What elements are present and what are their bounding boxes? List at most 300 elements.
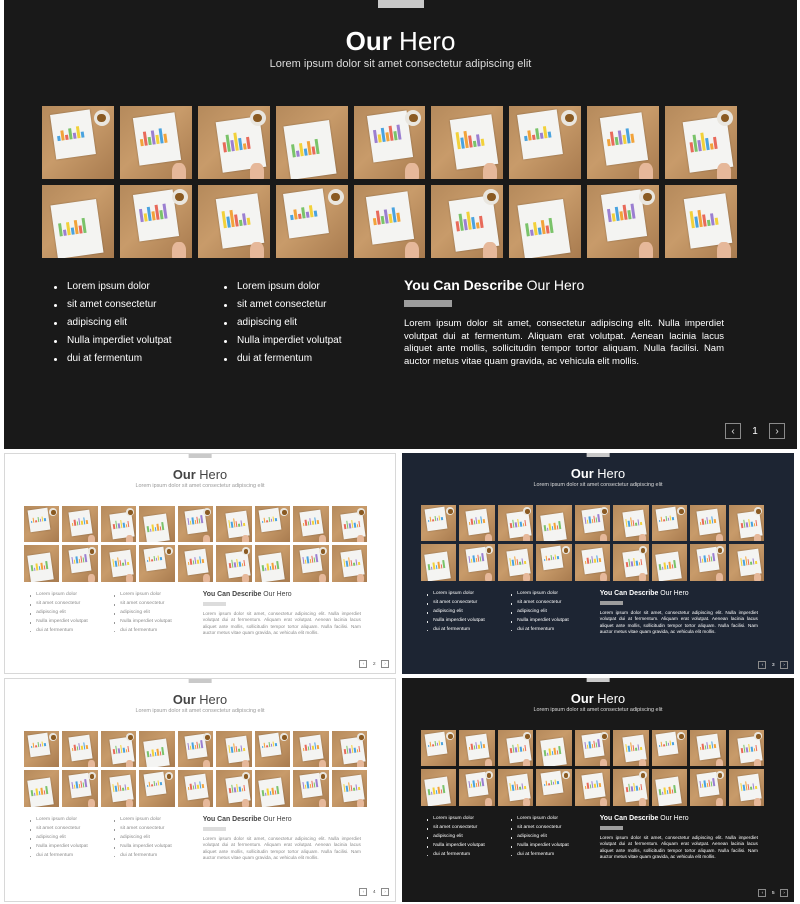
bullet-item: Nulla imperdiet volutpat xyxy=(427,843,485,852)
bar-mark xyxy=(524,785,526,788)
chart-on-paper xyxy=(625,781,643,792)
chart-on-paper xyxy=(427,513,444,523)
description-accent-bar xyxy=(600,826,624,829)
chart-on-paper xyxy=(625,556,643,567)
document-photo xyxy=(587,185,659,258)
bullet-list-right xyxy=(114,817,172,861)
paper-sheet xyxy=(656,776,682,805)
bar-mark xyxy=(188,787,190,791)
description-title-bold: You Can Describe xyxy=(202,815,262,823)
paper-sheet xyxy=(600,113,648,167)
bar-mark xyxy=(627,559,630,567)
chevron-right-icon: › xyxy=(775,425,779,437)
bullet-list-left xyxy=(54,280,172,370)
bar-mark xyxy=(702,215,707,227)
slide-1 xyxy=(4,0,797,449)
bar-mark xyxy=(525,745,527,751)
bar-mark xyxy=(275,518,277,521)
paper-sheet xyxy=(425,776,451,805)
bar-mark xyxy=(228,563,230,568)
bar-mark xyxy=(317,520,319,525)
document-photo xyxy=(255,506,291,542)
hand xyxy=(203,535,210,543)
bar-mark xyxy=(672,517,674,520)
bar-mark xyxy=(127,561,129,564)
bar-mark xyxy=(192,786,194,790)
hand xyxy=(639,534,646,542)
bar-mark xyxy=(482,553,484,561)
chart-on-paper xyxy=(261,514,278,524)
bar-mark xyxy=(525,520,527,526)
bullet-item: sit amet consectetur xyxy=(30,601,88,610)
document-photo xyxy=(498,544,534,580)
bar-mark xyxy=(640,559,642,565)
bar-mark xyxy=(715,218,719,225)
bullet-item: adipiscing elit xyxy=(54,316,172,334)
bar-mark xyxy=(243,143,247,149)
chart-on-paper xyxy=(428,783,447,795)
hand xyxy=(203,574,210,582)
bar-mark xyxy=(443,785,446,793)
hand xyxy=(357,760,364,768)
chart-on-paper xyxy=(659,558,678,570)
chart-on-paper xyxy=(509,517,527,528)
bullet-item: adipiscing elit xyxy=(114,835,172,844)
coffee-cup xyxy=(639,546,647,554)
paper-sheet xyxy=(466,734,490,760)
paper-sheet xyxy=(581,773,605,799)
bar-mark xyxy=(596,780,598,787)
coffee-cup xyxy=(600,507,608,515)
bar-mark xyxy=(713,136,718,148)
description-accent-bar xyxy=(203,602,227,605)
chart-on-paper xyxy=(455,209,492,232)
bar-mark xyxy=(585,561,587,565)
document-photo xyxy=(216,770,252,806)
document-photo xyxy=(178,545,214,581)
bar-mark xyxy=(155,558,157,561)
hand xyxy=(485,798,492,806)
document-photo xyxy=(62,506,98,542)
chart-on-paper xyxy=(187,780,204,791)
hand xyxy=(600,534,607,542)
hand xyxy=(88,760,95,768)
chevron-right-icon: › xyxy=(384,661,386,667)
bar-mark xyxy=(201,784,203,789)
page-subtitle: Lorem ipsum dolor sit amet consectetur adipiscing elit xyxy=(533,706,663,713)
bullet-item: Nulla imperdiet volutpat xyxy=(511,618,569,627)
bar-mark xyxy=(148,782,150,787)
hand xyxy=(88,574,95,582)
description-title xyxy=(203,816,292,823)
chart-on-paper xyxy=(468,740,485,751)
hand xyxy=(717,163,731,179)
bullet-item: Lorem ipsum dolor xyxy=(511,591,569,600)
hand xyxy=(172,163,186,179)
paper-sheet xyxy=(143,513,169,542)
bullet-item: sit amet consectetur xyxy=(427,600,485,609)
paper-sheet xyxy=(656,551,682,580)
bullet-item: Nulla imperdiet volutpat xyxy=(30,619,88,628)
bar-mark xyxy=(317,745,319,750)
hand xyxy=(600,573,607,581)
coffee-cup xyxy=(446,507,454,515)
chart-on-paper xyxy=(31,784,50,796)
paper-sheet xyxy=(300,510,324,536)
paper-sheet xyxy=(283,188,328,238)
coffee-cup xyxy=(250,110,266,126)
chart-on-paper xyxy=(112,518,130,529)
chart-on-paper xyxy=(30,739,47,749)
bar-mark xyxy=(228,788,230,793)
bullet-item: sit amet consectetur xyxy=(427,825,485,834)
bar-mark xyxy=(44,743,46,746)
bar-mark xyxy=(674,560,677,568)
chart-on-paper xyxy=(428,558,447,570)
document-photo xyxy=(101,545,137,581)
page-title xyxy=(5,692,395,707)
description-body: Lorem ipsum dolor sit amet, consectetur adipiscing elit. Nulla imperdiet volutpat dui at fermentum. Aliquam erat volutpat. Aenean lacinia lacus aliquet ante mollis, sollicitudin tempor tortor aliquam. Nulla facilisi. Nam auctor metus vitae quam gravida, ac vehicula elit mollis. xyxy=(202,611,361,635)
bullet-item: Lorem ipsum dolor xyxy=(427,816,485,825)
coffee-cup xyxy=(639,771,647,779)
chart-on-paper xyxy=(606,125,641,146)
bar-mark xyxy=(233,562,235,567)
bar-mark xyxy=(548,131,552,138)
bar-mark xyxy=(672,742,674,745)
bullet-item: dui at fermentum xyxy=(54,352,172,370)
page-subtitle: Lorem ipsum dolor sit amet consectetur adipiscing elit xyxy=(533,481,663,488)
bar-mark xyxy=(233,787,235,792)
document-photo xyxy=(255,731,291,767)
paper-sheet xyxy=(366,192,414,246)
coffee-cup xyxy=(716,546,724,554)
hand xyxy=(242,574,249,582)
chart-on-paper xyxy=(469,778,486,788)
bar-mark xyxy=(85,554,87,562)
bar-mark xyxy=(627,784,630,792)
bullet-item: adipiscing elit xyxy=(30,610,88,619)
paper-sheet xyxy=(28,552,54,581)
chart-on-paper xyxy=(524,213,563,237)
document-photo xyxy=(587,106,659,179)
hand xyxy=(485,534,492,542)
document-photo xyxy=(216,731,252,767)
hand xyxy=(523,573,530,581)
bullet-list-left xyxy=(427,591,485,635)
bullet-item: dui at fermentum xyxy=(511,852,569,861)
bar-mark xyxy=(358,786,360,789)
bullet-list-left xyxy=(427,816,485,860)
document-photo xyxy=(139,545,175,581)
hand xyxy=(639,163,653,179)
chart-on-paper xyxy=(469,553,486,563)
document-photo xyxy=(421,730,457,766)
next-page-button[interactable] xyxy=(381,888,389,896)
chart-on-paper xyxy=(606,202,640,223)
chart-on-paper xyxy=(658,738,675,748)
bar-mark xyxy=(483,744,485,749)
coffee-cup xyxy=(172,189,188,205)
hand xyxy=(250,163,264,179)
coffee-cup xyxy=(600,732,608,740)
paper-sheet xyxy=(517,199,570,258)
hand xyxy=(242,799,249,807)
bar-mark xyxy=(482,778,484,786)
hand xyxy=(203,799,210,807)
bar-mark xyxy=(594,559,596,563)
top-accent-bar xyxy=(378,0,424,8)
paper-sheet xyxy=(259,552,285,581)
chart-on-paper xyxy=(543,552,560,562)
document-photo xyxy=(332,770,368,806)
bar-mark xyxy=(316,779,318,787)
document-photo xyxy=(665,106,737,179)
hand xyxy=(88,535,95,543)
bullet-item: Lorem ipsum dolor xyxy=(54,280,172,298)
bullet-item: dui at fermentum xyxy=(511,627,569,636)
chevron-left-icon: ‹ xyxy=(731,425,735,437)
coffee-cup xyxy=(716,771,724,779)
bullet-list-right xyxy=(511,591,569,635)
hand xyxy=(716,534,723,542)
page-subtitle: Lorem ipsum dolor sit amet consectetur adipiscing elit xyxy=(269,58,532,70)
bullet-list-right xyxy=(224,280,342,370)
bar-mark xyxy=(76,126,81,138)
prev-page-button[interactable] xyxy=(758,889,766,897)
document-photo xyxy=(421,769,457,805)
document-photo xyxy=(62,545,98,581)
prev-page-button[interactable] xyxy=(359,888,367,896)
bar-mark xyxy=(155,136,159,145)
description-body: Lorem ipsum dolor sit amet, consectetur adipiscing elit. Nulla imperdiet volutpat dui at fermentum. Aliquam erat volutpat. Aenean lacinia lacus aliquet ante mollis, sollicitudin tempor tortor aliquam. Nulla facilisi. Nam auctor metus vitae quam gravida, ac vehicula elit mollis. xyxy=(599,610,758,634)
top-accent-bar xyxy=(587,453,610,457)
bullet-item: adipiscing elit xyxy=(427,609,485,618)
pagination xyxy=(359,888,389,896)
chart-on-paper xyxy=(343,518,361,529)
paper-sheet xyxy=(28,733,50,758)
bar-mark xyxy=(525,223,530,236)
paper-sheet xyxy=(581,548,605,574)
bar-mark xyxy=(44,518,46,521)
bar-mark xyxy=(545,781,547,786)
next-page-button[interactable] xyxy=(381,660,389,668)
bar-mark xyxy=(585,786,587,790)
chart-on-paper xyxy=(510,780,528,791)
bar-mark xyxy=(151,559,153,562)
title-bold: Our xyxy=(570,690,594,706)
hand xyxy=(600,798,607,806)
chart-on-paper xyxy=(72,554,89,564)
bar-mark xyxy=(756,520,758,526)
document-photo xyxy=(575,769,611,805)
chart-on-paper xyxy=(584,739,601,749)
bar-mark xyxy=(128,521,130,527)
hand xyxy=(523,798,530,806)
prev-page-button[interactable] xyxy=(758,661,766,669)
bullet-item: adipiscing elit xyxy=(427,834,485,843)
bar-mark xyxy=(85,779,87,787)
bar-mark xyxy=(73,133,77,139)
paper-sheet xyxy=(341,550,365,577)
bullet-list-left xyxy=(30,817,88,861)
slide-4 xyxy=(4,678,396,902)
chart-on-paper xyxy=(700,553,717,563)
photo-grid xyxy=(421,505,765,580)
next-page-button[interactable] xyxy=(780,661,788,669)
coffee-cup xyxy=(523,507,531,515)
document-photo xyxy=(101,506,137,542)
bar-mark xyxy=(86,520,88,525)
bar-mark xyxy=(714,744,716,749)
hand xyxy=(639,798,646,806)
chart-on-paper xyxy=(187,555,204,566)
bar-mark xyxy=(201,740,203,748)
chart-on-paper xyxy=(699,740,716,751)
slide-3 xyxy=(402,453,794,674)
bar-mark xyxy=(157,780,159,786)
coffee-cup xyxy=(126,508,134,516)
hand xyxy=(126,574,133,582)
prev-page-button[interactable] xyxy=(359,660,367,668)
document-photo xyxy=(178,506,214,542)
document-photo xyxy=(536,769,572,805)
chevron-right-icon: › xyxy=(384,889,386,895)
paper-sheet xyxy=(69,735,93,761)
hand xyxy=(483,163,497,179)
photo-grid xyxy=(421,730,765,805)
document-photo xyxy=(690,730,726,766)
chart-on-paper xyxy=(689,130,726,153)
coffee-cup xyxy=(405,110,421,126)
bar-mark xyxy=(70,227,74,235)
chart-on-paper xyxy=(303,779,320,789)
coffee-cup xyxy=(328,189,344,205)
bar-mark xyxy=(68,128,73,140)
page-number: 2 xyxy=(372,661,376,667)
chart-on-paper xyxy=(343,743,361,754)
chart-on-paper xyxy=(372,204,407,225)
bullet-item: Lorem ipsum dolor xyxy=(30,817,88,826)
document-photo xyxy=(293,545,329,581)
hand xyxy=(716,798,723,806)
document-photo xyxy=(42,106,114,179)
bar-mark xyxy=(80,131,84,138)
bar-mark xyxy=(707,220,711,226)
document-photo xyxy=(652,769,688,805)
chart-on-paper xyxy=(344,781,362,792)
hand xyxy=(405,163,419,179)
document-photo xyxy=(459,505,495,541)
bar-mark xyxy=(161,747,164,755)
bar-mark xyxy=(201,515,203,523)
paper-sheet xyxy=(143,547,165,572)
document-photo xyxy=(421,505,457,541)
bar-mark xyxy=(674,785,677,793)
next-page-button[interactable] xyxy=(769,423,785,439)
bar-mark xyxy=(57,223,62,236)
bullet-item: adipiscing elit xyxy=(511,834,569,843)
hand xyxy=(357,799,364,807)
chart-on-paper xyxy=(146,778,163,788)
bullet-item: adipiscing elit xyxy=(114,610,172,619)
document-photo xyxy=(293,731,329,767)
bullet-item: Lorem ipsum dolor xyxy=(427,591,485,600)
paper-sheet xyxy=(425,507,447,532)
coffee-cup xyxy=(49,733,57,741)
chart-on-paper xyxy=(55,121,89,141)
bullet-item: Lorem ipsum dolor xyxy=(30,592,88,601)
bar-mark xyxy=(635,560,637,566)
paper-sheet xyxy=(540,546,562,571)
description-title-rest: Our Hero xyxy=(261,815,292,823)
bar-mark xyxy=(155,783,157,786)
bar-mark xyxy=(275,743,277,746)
hand xyxy=(319,799,326,807)
coffee-cup xyxy=(357,733,365,741)
document-photo xyxy=(255,545,291,581)
prev-page-button[interactable] xyxy=(725,423,741,439)
title-rest: Hero xyxy=(593,690,626,706)
coffee-cup xyxy=(49,508,57,516)
document-photo xyxy=(178,770,214,806)
paper-sheet xyxy=(259,777,285,806)
paper-sheet xyxy=(697,509,721,535)
bar-mark xyxy=(359,521,361,527)
page-subtitle: Lorem ipsum dolor sit amet consectetur adipiscing elit xyxy=(135,482,265,489)
document-photo xyxy=(139,506,175,542)
next-page-button[interactable] xyxy=(780,889,788,897)
bullet-list-left xyxy=(30,592,88,636)
bar-mark xyxy=(630,134,634,144)
bar-mark xyxy=(46,786,49,794)
document-photo xyxy=(332,506,368,542)
bullet-list-right xyxy=(114,592,172,636)
chart-on-paper xyxy=(510,555,528,566)
document-photo xyxy=(498,730,534,766)
coffee-cup xyxy=(717,110,733,126)
paper-sheet xyxy=(517,109,562,159)
paper-sheet xyxy=(28,777,54,806)
bar-mark xyxy=(550,780,552,786)
document-photo xyxy=(459,730,495,766)
bar-mark xyxy=(241,789,243,792)
chevron-left-icon: ‹ xyxy=(362,661,365,667)
bar-mark xyxy=(238,561,240,567)
page-number: 1 xyxy=(752,425,758,437)
document-photo xyxy=(354,185,426,258)
bullet-item: Lorem ipsum dolor xyxy=(511,816,569,825)
chart-on-paper xyxy=(228,742,246,753)
chart-on-paper xyxy=(700,778,717,788)
bar-mark xyxy=(243,522,245,525)
photo-grid xyxy=(24,506,368,581)
document-photo xyxy=(198,185,270,258)
bar-mark xyxy=(558,521,561,529)
title-rest: Hero xyxy=(195,691,228,707)
hand xyxy=(242,760,249,768)
bar-mark xyxy=(128,746,130,752)
bar-mark xyxy=(153,781,155,787)
page-number: 3 xyxy=(771,662,775,668)
paper-sheet xyxy=(69,510,93,536)
chart-on-paper xyxy=(71,741,88,752)
coffee-cup xyxy=(483,189,499,205)
bar-mark xyxy=(197,560,199,564)
bar-mark xyxy=(277,786,280,794)
bar-mark xyxy=(194,557,196,564)
coffee-cup xyxy=(165,772,173,780)
hand xyxy=(483,242,497,258)
